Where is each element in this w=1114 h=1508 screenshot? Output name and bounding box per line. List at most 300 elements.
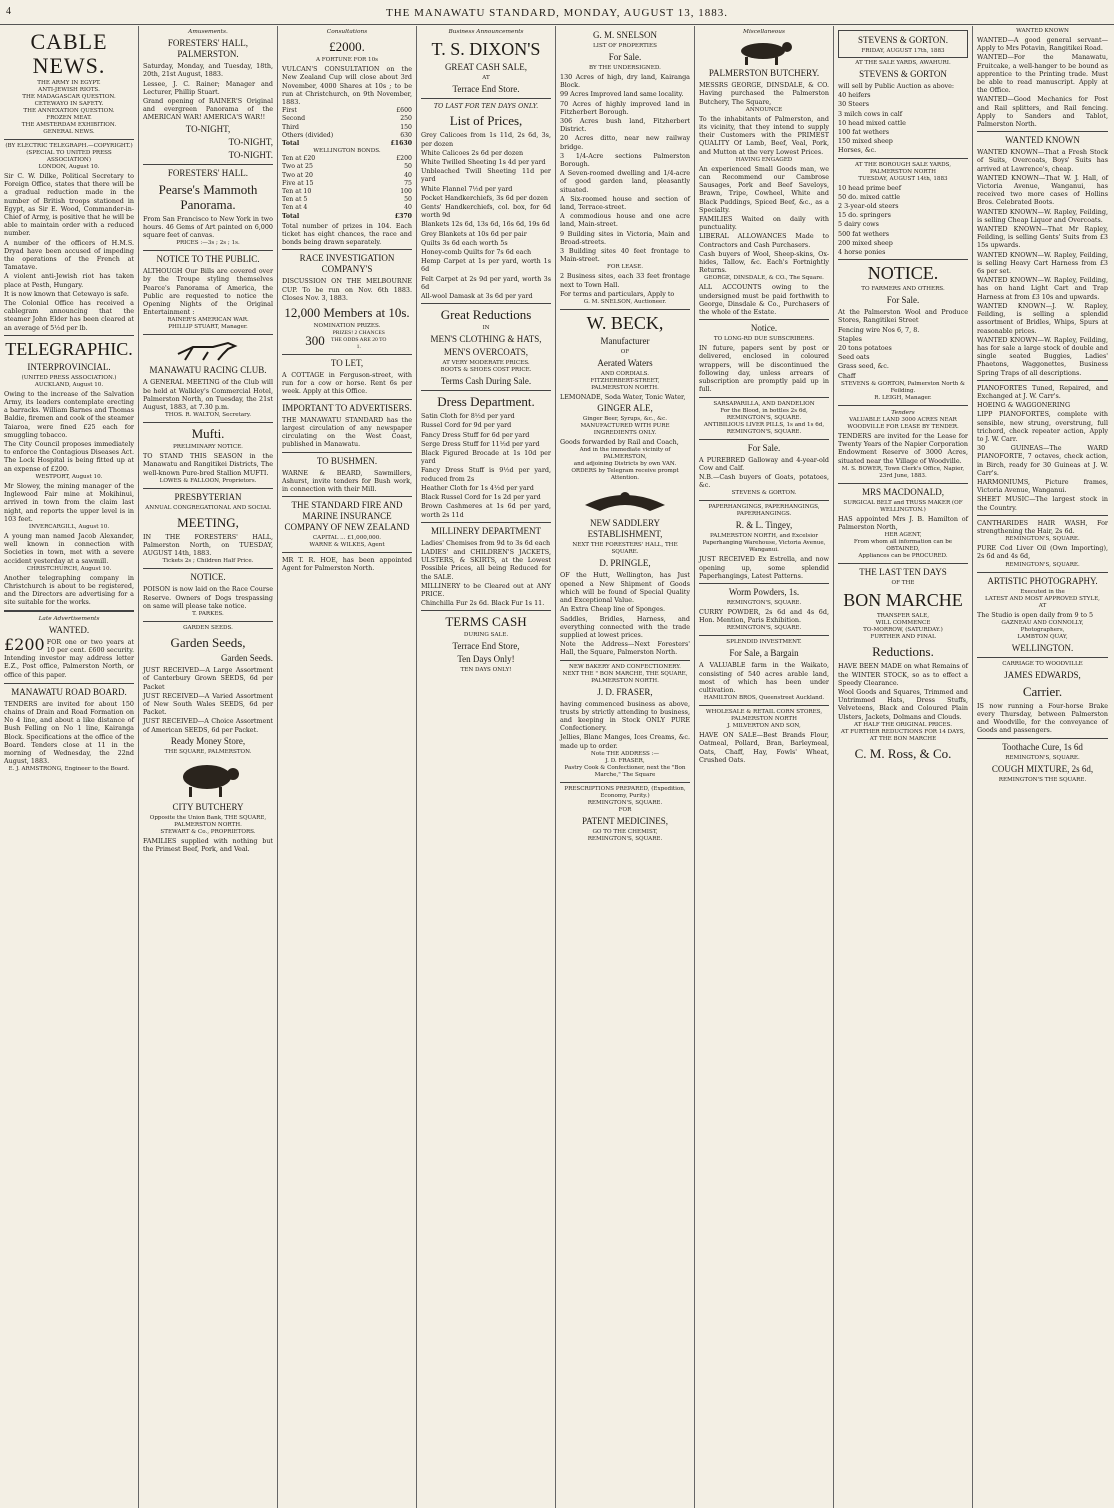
members-title: 12,000 Members at 10s. bbox=[284, 305, 410, 321]
horse-icon bbox=[173, 338, 243, 362]
notice-title: NOTICE. bbox=[190, 572, 226, 583]
leigh: R. LEIGH, Manager. bbox=[874, 394, 932, 401]
notice-sub: TO LONG-RD DUE SUBSCRIBERS. bbox=[713, 336, 815, 343]
sale-item: 15 do. springers bbox=[838, 211, 891, 220]
gd: GEORGE, DINSDALE, & CO., The Square. bbox=[704, 275, 824, 282]
bush-title: TO BUSHMEN. bbox=[316, 455, 378, 466]
presby-title: PRESBYTERIAN bbox=[174, 491, 242, 502]
pastry: Pastry Cook & Confectioner, next the "Bon Marche," The Square bbox=[564, 764, 686, 778]
property-item: 99 Acres Improved land same locality. bbox=[560, 90, 684, 99]
price-item: Gents' Handkerchiefs, col. box, for 6d worth 9d bbox=[421, 203, 551, 220]
credit: (BY ELECTRIC TELEGRAPH.—COPYRIGHT.) (SPECIAL TO UNITED PRESS ASSOCIATION) bbox=[5, 143, 133, 163]
saddle-icon bbox=[580, 485, 670, 515]
paragraph: TO STAND THIS SEASON in the Manawatu and Rangitikei Districts, The well-known Pure-bred Stallion MUFTI. bbox=[143, 452, 273, 477]
sale-item: 30 Steers bbox=[838, 100, 870, 109]
prize-row: Others (divided) 630 bbox=[282, 131, 412, 139]
valuable: VALUABLE LAND 3000 ACRES NEAR WOODVILLE FOR LEASE BY TENDER. bbox=[847, 417, 959, 431]
paragraph: An experienced Small Goods man, we can Recommend our Cambrose Sausages, Pork and Beef Saveloys, Brawn, Tripe, Cowheel, White and Black Puddings, Spiced Beef, &c., as a Specialty. bbox=[699, 164, 829, 214]
terrace2: Terrace End Store, bbox=[452, 641, 520, 652]
hall-title: FORESTERS' HALL. bbox=[167, 167, 249, 178]
butchery-sub: Opposite the Union Bank, THE SQUARE, PALMERSTON NORTH. bbox=[149, 814, 267, 828]
masthead-rule bbox=[0, 24, 1114, 25]
paragraph: will sell by Public Auction as above: bbox=[838, 82, 955, 90]
artistic: ARTISTIC PHOTOGRAPHY. bbox=[987, 575, 1098, 586]
price-item: Honey-comb Quilts for 7s 6d each bbox=[421, 248, 532, 257]
property-item: A Seven-roomed dwelling and 1/4-acre of good garden land, pleasantly situated. bbox=[560, 169, 690, 194]
manufactured: MANUFACTURED WITH PURE INGREDIENTS ONLY. bbox=[580, 423, 670, 437]
photographers: Photographers, bbox=[1020, 626, 1065, 633]
price-item: White Twilled Sheeting 1s 4d per yard bbox=[421, 158, 546, 167]
forsale: For Sale. bbox=[886, 295, 920, 306]
paragraph: SHEET MUSIC—The largest stock in the Country. bbox=[977, 495, 1108, 512]
dateline: INVERCARGILL, August 10. bbox=[28, 523, 110, 530]
milverton: J. MILVERTON AND SON, bbox=[727, 723, 801, 730]
stewart: STEWART & Co., PROPRIETORS. bbox=[160, 828, 256, 835]
rainers: RAINER'S AMERICAN WAR. bbox=[167, 317, 249, 324]
price-item: White Calicoes 2s 6d per dozen bbox=[421, 148, 524, 157]
paragraph: MR T. R. HOE, has been appointed Agent for Palmerston North. bbox=[282, 556, 412, 573]
paragraph: An Extra Cheap line of Sponges. bbox=[560, 605, 666, 614]
paragraph: DISCUSSION ON THE MELBOURNE CUP. To be run on Nov. 6th 1883. Closes Nov. 3, 1883. bbox=[282, 277, 412, 302]
paragraph: IN THE FORESTERS' HALL, Palmerston North, on TUESDAY, AUGUST 14th, 1883. bbox=[143, 532, 273, 558]
paragraph: Sir C. W. Dilke, Political Secretary to Foreign Office, states that there will be a gradual reduction made in the number of British troops stationed in Egypt, as Sir E. Wood, Commander-in-Chief of Army, is positive that he will be able to maintain order with a reduced number. bbox=[4, 172, 134, 238]
ready-title: Ready Money Store, bbox=[170, 735, 246, 746]
dress-title: Dress Department. bbox=[437, 394, 535, 410]
price-item: Grey Calicoes from 1s 11d, 2s 6d, 3s, per dozen bbox=[421, 131, 551, 148]
sale-item: 40 heifers bbox=[838, 91, 871, 100]
notice: Notice. bbox=[750, 323, 778, 334]
sale-item: 2 3-year-old steers bbox=[838, 202, 899, 211]
paragraph: Cash buyers of Wool, Sheep-skins, Ox-hides, Tallow, &c. Each's Fortnightly Returns. bbox=[699, 249, 829, 275]
terrace: Terrace End Store. bbox=[452, 84, 520, 95]
prizes-mid: PRIZES! 2 CHANCES THE ODDS ARE 20 TO 1. bbox=[331, 330, 387, 351]
masthead-title: THE MANAWATU STANDARD, MONDAY, AUGUST 13, 1883. bbox=[385, 7, 729, 19]
remingtons: REMINGTON'S, SQUARE. bbox=[1005, 536, 1080, 543]
fraser: J. D. FRASER, bbox=[597, 686, 653, 697]
paragraph: WANTED—A good general servant—Apply to Mrs Potavin, Rangitikei Road. bbox=[977, 36, 1108, 53]
bull-illustration bbox=[699, 39, 829, 65]
hall-title: FORESTERS' HALL, PALMERSTON. bbox=[167, 38, 249, 60]
tonight: TO-NIGHT, bbox=[228, 136, 273, 147]
mens: MEN'S CLOTHING & HATS, bbox=[430, 334, 542, 345]
paragraph: A young man named Jacob Alexander, well known in connection with Societies in town, met with a severe accident yesterday at a sawmill. bbox=[4, 531, 134, 565]
credit: (UNITED PRESS ASSOCIATION.) bbox=[21, 374, 117, 381]
paragraph: The Colonial Office has received a cablegram announcing that the steamer John Elder has been cleared at an average of 5½d per lb. bbox=[4, 299, 134, 332]
section-label: Amusements. bbox=[188, 29, 228, 35]
subhead: ANTI-JEWISH RIOTS. bbox=[38, 87, 100, 93]
column-6 bbox=[695, 26, 834, 1508]
friday: FRIDAY, AUGUST 17th, 1883 bbox=[861, 48, 945, 54]
dress-item: Brown Cashmeres at 1s 6d per yard, worth 2s 11d bbox=[421, 502, 551, 519]
paragraph: JUST RECEIVED Ex Estrella, and now opening up, some splendid Paperhangings, Latest Patterns. bbox=[699, 555, 829, 580]
paragraph: OF the Hutt, Wellington, has Just opened a New Shipment of Goods which will be found of Special Quality and Exceptional Value. bbox=[560, 571, 690, 605]
capital: CAPITAL ... £1,000,000. bbox=[312, 535, 382, 542]
paragraph: Owing to the increase of the Salvation Army, its leaders contemplate erecting a barracks. William Barnes and Thomas Baldie, firemen and cook of the steamer Taiaroa, were fined £25 each for smuggling tobacco. bbox=[4, 389, 134, 439]
tendays2: TEN DAYS ONLY! bbox=[460, 667, 512, 674]
lambton: LAMBTON QUAY, bbox=[1017, 633, 1068, 640]
column-1 bbox=[0, 26, 139, 1508]
road-board-title: MANAWATU ROAD BOARD. bbox=[11, 686, 127, 697]
fitz: FITZHERBERT-STREET, bbox=[590, 378, 660, 385]
property-item: A Six-roomed house and section of land, Terrace-street. bbox=[560, 194, 690, 212]
column-8 bbox=[973, 26, 1112, 1508]
bonds-table bbox=[282, 155, 412, 221]
bond-row: Two at 20 40 bbox=[282, 171, 412, 179]
tickets: Tickets 2s ; Children Half Price. bbox=[162, 558, 254, 565]
pringle: D. PRINGLE, bbox=[599, 558, 651, 569]
rem2: REMINGTON'S, SQUARE. bbox=[726, 428, 802, 435]
subhead: THE ANNEXATION QUESTION. bbox=[23, 108, 115, 114]
property-item: A commodious house and one acre land, Main-street. bbox=[560, 212, 690, 229]
sale-items bbox=[838, 91, 968, 154]
stevens2: STEVENS & GORTON bbox=[859, 69, 947, 79]
wanted-text: FOR one or two years at 10 per cent. £600 security. Intending investor may address letter E.Z., Post office, Palmerston North, or office of this paper. bbox=[4, 637, 134, 679]
property-item: 306 Acres bush land, Fitzherbert District. bbox=[560, 117, 690, 134]
column-7 bbox=[834, 26, 973, 1508]
paragraph: CANTHARIDES HAIR WASH, For strengthening the Hair, 2s 6d. bbox=[977, 518, 1108, 535]
paragraph: WANTED KNOWN—W. Rapley, Feilding, has on hand Light Cart and Trap Harness at from £3 10s and upwards. bbox=[977, 276, 1108, 301]
walton: THOS. R. WALTON, Secretary. bbox=[164, 412, 252, 419]
pearse-title: Pearse's Mammoth Panorama. bbox=[158, 181, 258, 212]
paragraph: JUST RECEIVED—A Large Assortment of Canterbury Grown SEEDS, 6d per Packet bbox=[143, 666, 273, 691]
price-item: Quilts 3s 6d each worth 5s bbox=[421, 238, 508, 247]
butchery: PALMERSTON BUTCHERY. bbox=[708, 68, 820, 79]
paragraph: 20 tons potatoes bbox=[838, 344, 892, 353]
lowes: LOWES & FALLOON, Proprietors. bbox=[159, 477, 257, 484]
last-notice: TO LAST FOR TEN DAYS ONLY. bbox=[433, 102, 539, 111]
great-reductions: Great Reductions bbox=[440, 307, 532, 323]
paragraph: THE MANAWATU STANDARD has the largest circulation of any newspaper circulating on the West Coast, published in Manawatu. bbox=[282, 415, 412, 449]
price-item: Pocket Handkerchiefs, 3s 6d per dozen bbox=[421, 193, 548, 202]
price-item: Grey Blankets at 10s 6d per pair bbox=[421, 229, 527, 238]
cough: COUGH MIXTURE, 2s 6d, bbox=[991, 763, 1094, 774]
paragraph: WANTED KNOWN—That a Fresh Stock of Suits, Overcoats, Boys' Suits has arrived at Lawrence's, cheap. bbox=[977, 148, 1108, 173]
last: THE LAST TEN DAYS bbox=[859, 567, 947, 578]
palm: PALMERSTON NORTH. bbox=[591, 385, 659, 392]
dateline: WESTPORT, August 10. bbox=[35, 473, 103, 480]
dixon-title: T. S. DIXON'S bbox=[431, 39, 541, 60]
presby-sub: ANNUAL CONGREGATIONAL AND SOCIAL bbox=[145, 504, 271, 511]
agent: HER AGENT, bbox=[884, 532, 922, 539]
saddlery-sub: NEXT THE FORESTERS' HALL, THE SQUARE. bbox=[572, 542, 678, 556]
telegraphic-title: TELEGRAPHIC. bbox=[5, 338, 133, 359]
dress-list bbox=[421, 412, 551, 518]
paragraph: 2 Business sites, each 33 feet frontage next to Town Hall. bbox=[560, 272, 690, 289]
terms: Terms Cash During Sale. bbox=[440, 376, 532, 387]
price-item: Hemp Carpet at 1s per yard, worth 1s 6d bbox=[421, 257, 551, 274]
property-item: 20 Acres ditto, near new railway bridge. bbox=[560, 134, 690, 151]
paragraph: Another telegraphing company in Christchurch is about to be registered, and the Directors are advertising for a site suitable for the works. bbox=[4, 573, 134, 607]
tomorrow: TO-MORROW, (SATURDAY.) bbox=[863, 627, 943, 634]
sign: G. M. SNELSON, Auctioneer. bbox=[583, 299, 667, 306]
section-label: Miscellaneous bbox=[743, 29, 785, 35]
horse-illustration bbox=[143, 338, 273, 362]
paragraph: FAMILIES supplied with nothing but the Primest Beef, Pork, and Veal. bbox=[143, 836, 273, 853]
sale-item: 500 fat wethers bbox=[838, 229, 890, 238]
executed: Executed in the bbox=[1020, 588, 1065, 595]
dateline: LONDON, August 10. bbox=[38, 164, 100, 170]
farmers: TO FARMERS AND OTHERS. bbox=[861, 286, 945, 293]
paragraph: Saddles, Bridles, Harness, and everything connected with the trade supplied at lowest prices. bbox=[560, 614, 690, 639]
remingtons2: REMINGTON'S, SQUARE. bbox=[1005, 561, 1080, 568]
jd: J. D. FRASER, bbox=[605, 757, 645, 764]
column-5 bbox=[556, 26, 695, 1508]
further: FURTHER AND FINAL bbox=[870, 634, 936, 641]
column-2 bbox=[139, 26, 278, 1508]
at: AT bbox=[482, 75, 490, 82]
rem4: REMINGTON'S THE SQUARE. bbox=[998, 776, 1087, 783]
paragraph: From San Francisco to New York in two hours. 46 Gems of Art painted on 6,000 square feet of canvas. bbox=[143, 214, 273, 240]
reductions: Reductions. bbox=[872, 644, 934, 660]
wilkes: WARNE & WILKES, Agent bbox=[309, 542, 385, 549]
stuart: PHILLIP STUART, Manager. bbox=[168, 324, 248, 331]
mufti-sub: PRELIMINARY NOTICE. bbox=[173, 444, 243, 451]
prize-row: Total £1630 bbox=[282, 140, 412, 148]
subhead: FROZEN MEAT. bbox=[46, 115, 92, 121]
road-board-text: TENDERS are invited for about 150 chains of Drain and Road Formation on No 4 line, and about a like distance of Bush Felling on No 1 line, Kairanga Block. Specifications at the office of the Board. Tenders close at 11 in the morning of Wednesday, the 22nd August, 1883. bbox=[4, 699, 134, 766]
paragraph: Chaff bbox=[838, 371, 856, 380]
paragraph: The Studio is open daily from 9 to 5 bbox=[977, 610, 1094, 619]
paragraph: Jellies, Blanc Manges, Ices Creams, &c. made up to order. bbox=[560, 733, 690, 750]
aerated: Aerated Waters bbox=[597, 358, 653, 369]
tuesday: TUESDAY, AUGUST 14th, 1883 bbox=[858, 175, 948, 182]
stevens: STEVENS & GORTON. bbox=[857, 35, 949, 45]
column-4 bbox=[417, 26, 556, 1508]
paragraph: WANTED KNOWN—That W. J. Hall, of Victoria Avenue, Wanganui, has received two more cases of Hollins Bros. Celebrated Boots. bbox=[977, 173, 1108, 207]
paragraph: Fencing wire Nos 6, 7, 8. bbox=[838, 325, 920, 334]
paragraph: A COTTAGE in Ferguson-street, with run for a cow or horse. Rent 6s per week. Apply at this Office. bbox=[282, 371, 412, 396]
wanted1: WANTED KNOWN bbox=[1016, 28, 1069, 34]
paragraph: WARNE & BEARD, Sawmillers, Ashurst, invite tenders for Bush work, in connection with their Mill. bbox=[282, 468, 412, 493]
mufti-title: Mufti. bbox=[191, 426, 225, 442]
address: Note THE ADDRESS :— bbox=[590, 750, 660, 757]
paragraph: A PUREBRED Galloway and 4-year-old Cow and Calf. bbox=[699, 455, 829, 472]
paragraph: Ladies' Chemises from 9d to 3s 6d each bbox=[421, 538, 551, 547]
at-bon: AT THE BON MARCHE bbox=[869, 735, 937, 742]
subhead: CETEWAYO IN SAFETY. bbox=[34, 101, 104, 107]
butchery-title: CITY BUTCHERY bbox=[172, 801, 244, 812]
tonight: TO-NIGHT. bbox=[228, 149, 273, 160]
orders: ORDERS by Telegram receive prompt Attention. bbox=[571, 468, 679, 482]
appliances: Appliances can be PROCURED. bbox=[858, 553, 948, 560]
paragraph: HAVE BEEN MADE on what Remains of the WINTER STOCK, so as to effect a Speedy Clearance. bbox=[838, 662, 968, 687]
dress-item: Russel Cord for 9d per yard bbox=[421, 421, 512, 430]
patent: PATENT MEDICINES, bbox=[581, 815, 668, 826]
rem4: REMINGTON'S, SQUARE. bbox=[726, 625, 802, 632]
paragraph: Goods forwarded by Rail and Coach, bbox=[560, 438, 679, 447]
paragraph: TENDERS are invited for the Lease for Twenty Years of the Napier Corporation Endowment Reserve of 3000 Acres, situated near the Village of Woodville. bbox=[838, 432, 968, 465]
paragraph: The City Council proposes immediately to enforce the Contagious Diseases Act. The Lock Hospital is being fitted up at an expense of £200. bbox=[4, 440, 134, 473]
property-item: 9 Building sites in Victoria, Main and Broad-streets. bbox=[560, 229, 690, 246]
sale-item: 10 head mixed cattle bbox=[838, 118, 906, 127]
paragraph: VULCAN'S CONSULTATION on the New Zealand Cup will close about 3rd November, 4000 Shares at 10s ; to be run at Christchurch, on 9th November, 1883. bbox=[282, 65, 412, 107]
late-ads-label: Late Advertisements bbox=[38, 615, 100, 622]
paragraph: A VALUABLE farm in the Waikato, consisting of 540 acres arable land, most of which has been under cultivation. bbox=[699, 661, 829, 694]
cable-news-title: CABLE NEWS. bbox=[30, 29, 108, 78]
paragraph: WANTED—For the Manawatu, Fruitcake, a well-hanger to be bound as apprentice to the Printing trade. Must be able to read manuscript. Apply at the Office. bbox=[977, 53, 1108, 95]
price-item: Felt Carpet at 2s 9d per yard, worth 3s 6d bbox=[421, 274, 551, 291]
paragraph: JUST RECEIVED—A Varied Assortment of New South Wales SEEDS, 6d per Packet. bbox=[143, 691, 273, 717]
adjoin: and adjoining Districts by own VAN. bbox=[573, 461, 677, 468]
of: OF THE bbox=[891, 580, 915, 587]
gazneau: GAZNEAU AND CONNOLLY, bbox=[1001, 619, 1084, 626]
wellington: WELLINGTON. bbox=[1011, 642, 1074, 653]
paragraph: having commenced business as above, trusts by strictly attending to business, and keeping in Stock ONLY PURE Confectionery. bbox=[560, 699, 690, 733]
paragraph: A violent anti-Jewish riot has taken place at Pesth, Hungary. bbox=[4, 272, 134, 289]
notice: NOTICE. bbox=[867, 263, 939, 284]
dateline: AUCKLAND, August 10. bbox=[34, 381, 104, 388]
section-label: Consultations bbox=[326, 29, 368, 35]
paragraph: Saturday, Monday, and Tuesday, 18th, 20th, 21st August, 1883. bbox=[143, 62, 273, 79]
bakery-sub: NEXT THE " BON MARCHE, THE SQUARE, PALMERSTON NORTH. bbox=[562, 670, 688, 684]
macdonald: MRS MACDONALD, bbox=[861, 486, 944, 497]
bonmarche: BON MARCHE bbox=[843, 590, 963, 611]
rx: PRESCRIPTIONS PREPARED, (Expedition, Economy, Purity.) bbox=[564, 785, 686, 799]
fortune: A FORTUNE FOR 10s bbox=[315, 57, 379, 64]
race-title: RACE INVESTIGATION COMPANY'S bbox=[299, 253, 395, 275]
millinery-title: MILLINERY DEPARTMENT bbox=[430, 525, 542, 536]
column-3 bbox=[278, 26, 417, 1508]
imp-title: IMPORTANT TO ADVERTISERS. bbox=[282, 402, 412, 413]
paragraph: MESSRS GEORGE, DINSDALE, & CO. Having purchased the Palmerston Butchery, The Square, bbox=[699, 81, 829, 106]
carrier: Carrier. bbox=[1022, 683, 1063, 699]
sale-item: 4 horse ponies bbox=[838, 248, 886, 257]
sale-items2 bbox=[838, 184, 968, 257]
paragraph: Wool Goods and Squares, Trimmed and Untrimmed Hats, Dress Stuffs, Velveteens, Black and Coloured Plain Ulsters, Jackets, Dolmans and Clouds. bbox=[838, 687, 968, 721]
subhead: THE AMSTERDAM EXHIBITION. bbox=[21, 122, 117, 128]
paragraph: WANTED KNOWN—J. W. Rapley, Feilding, is selling a splendid assortment of Bridles, Whips, Spurs at reasonable prices. bbox=[977, 301, 1108, 335]
bowen: M. S. BOWER, Town Clerk's Office, Napier, 23rd June, 1883. bbox=[841, 465, 965, 479]
racing-title: MANAWATU RACING CLUB. bbox=[149, 365, 267, 376]
dress-item: Fancy Dress Stuff for 6d per yard bbox=[421, 430, 530, 439]
during: DURING SALE. bbox=[463, 632, 509, 639]
tingey: R. & L. Tingey, bbox=[735, 520, 793, 531]
rem3: REMINGTON'S, SQUARE. bbox=[1005, 754, 1080, 761]
boots: BOOTS & SHOES COST PRICE. bbox=[440, 367, 532, 374]
for: FOR bbox=[618, 806, 632, 813]
garden-sec: GARDEN SEEDS. bbox=[183, 625, 233, 632]
saddle-illustration bbox=[560, 485, 690, 515]
termscash: TERMS CASH bbox=[445, 614, 527, 630]
paragraph: To the inhabitants of Palmerston, and its vicinity, that they intend to supply their Customers with the PRIMEST QUALITY Of Lamb, Beef, Veal, Pork, and Mutton at the very Lowest Prices. bbox=[699, 114, 829, 156]
and: And in the immediate vicinity of PALMERSTON, bbox=[579, 447, 671, 461]
paragraph: LIPP PIANOFORTES, complete with sensible, new strung, overstrung, full trichord, check repeater action, Apply to J. W. Carr. bbox=[977, 410, 1108, 443]
moderate: AT VERY MODERATE PRICES. bbox=[442, 360, 530, 367]
paragraph: WANTED—Good Mechanics for Post and Rail splitters, and Rail fencing. Apply to Sanders and Tablot, Palmerston North. bbox=[977, 95, 1108, 129]
having: HAVING ENGAGED bbox=[735, 156, 793, 163]
paragraph: A GENERAL MEETING of the Club will be held at Walkley's Commercial Hotel, Palmerston North, on Tuesday, the 21st August, 1883, at 7.30 p.m. bbox=[143, 378, 273, 412]
paragraph: LADIES' and CHILDREN'S JACKETS, ULSTERS, & SKIRTS, at the Lowest Possible Prices, all being Reduced for the SALE. bbox=[421, 547, 551, 581]
sarsa-sub: For the Blood, in bottles 2s 6d, bbox=[720, 407, 808, 414]
rem: REMINGTON'S, SQUARE. bbox=[726, 414, 802, 421]
list: LIST OF PROPERTIES bbox=[593, 43, 657, 49]
bond-row: Ten at 10 100 bbox=[282, 188, 412, 196]
cable-subheads bbox=[4, 80, 134, 136]
nomination: NOMINATION PRIZES. bbox=[313, 323, 381, 330]
wanted-amount: £200 bbox=[4, 634, 45, 654]
bond-row: Ten at 4 40 bbox=[282, 204, 412, 212]
paragraph: Note the Address—Next Foresters' Hall, the Square, Palmerston North. bbox=[560, 640, 690, 657]
toothache: Toothache Cure, 1s 6d bbox=[1002, 741, 1083, 752]
paragraph: IS now running a Four-horse Brake every Thursday, between Palmerston and Woodville, for the conveyance of Goods and passengers. bbox=[977, 701, 1108, 735]
paragraph: Grand opening of RAINER'S Original and evergreen Panorama of the AMERICAN WAR! AMERICA'S WAR!! bbox=[143, 97, 273, 122]
paragraph: WANTED KNOWN—W. Rapley, Feilding, is selling Cheap Liquor and Overcoats. bbox=[977, 207, 1108, 224]
sale-title: GREAT CASH SALE, bbox=[444, 62, 528, 73]
dress-item: Fancy Dress Stuff is 9½d per yard, reduced from 2s bbox=[421, 466, 551, 483]
wholesale: WHOLESALE & RETAIL CORN STORES, bbox=[705, 709, 823, 716]
property-item: 3 Building sites 40 feet frontage to Main-street. bbox=[560, 247, 690, 264]
paragraph: PIANOFORTES Tuned, Repaired, and Exchanged at J. W. Carr's. bbox=[977, 383, 1108, 400]
paragraph: LIBERAL ALLOWANCES Made to Contractors and Cash Purchasers. bbox=[699, 232, 829, 249]
wanted-heading: WANTED. bbox=[48, 624, 90, 635]
go: GO TO THE CHEMIST, bbox=[592, 828, 658, 835]
subhead: THE ARMY IN EGYPT. bbox=[37, 80, 101, 86]
bond-row: Total £370 bbox=[282, 212, 412, 220]
paragraph: A number of the officers of H.M.S. Dryad have been accused of impeding the operations of the French at Tamatave. bbox=[4, 238, 134, 272]
paragraph: PURE Cod Liver Oil (Own Importing), 2s 6d and 4s 6d, bbox=[977, 544, 1108, 561]
tenders-label: Tenders bbox=[891, 409, 915, 416]
splendid: SPLENDID INVESTMENT. bbox=[726, 639, 802, 646]
sheep-illustration bbox=[143, 759, 273, 799]
let-title: TO LET, bbox=[330, 358, 364, 369]
paragraph: WANTED KNOWN—That Mr Rapley, Feilding, is selling Gents' Suits from £3 15s upwards. bbox=[977, 225, 1108, 250]
bonds-title: WELLINGTON BONDS. bbox=[313, 148, 381, 155]
transfer: TRANSFER SALE, bbox=[876, 613, 930, 620]
sale-item: 150 mixed sheep bbox=[838, 137, 893, 146]
property-item: 3 1/4-Acre sections Palmerston Borough. bbox=[560, 151, 690, 169]
sale-item: Horses, &c. bbox=[838, 146, 877, 155]
paragraph: MILLINERY to be Cleared out at ANY PRICE. bbox=[421, 581, 551, 598]
edwards: JAMES EDWARDS, bbox=[1004, 669, 1081, 680]
overcoats: MEN'S OVERCOATS, bbox=[443, 347, 529, 358]
sale-item: 50 do. mixed cattle bbox=[838, 192, 901, 201]
sheep-icon bbox=[173, 759, 243, 799]
bargain: For Sale, a Bargain bbox=[729, 648, 799, 659]
parkes: T. PARKES. bbox=[192, 611, 224, 618]
sarsa: SARSAPARILLA, AND DANDELION bbox=[713, 400, 815, 407]
dress-item: Black Figured Brocade at 1s 10d per yard bbox=[421, 449, 551, 466]
paragraph: ALL ACCOUNTS owing to the undersigned must be paid forthwith to George, Dinsdale & Co., Purchasers of the whole of the Estate. bbox=[699, 283, 829, 317]
of: OF bbox=[620, 349, 630, 356]
ginger: GINGER ALE, bbox=[597, 403, 653, 414]
manufacturer: Manufacturer bbox=[600, 336, 650, 347]
antib: ANTIBILIOUS LIVER PILLS, 1s and 1s 6d, bbox=[703, 421, 825, 428]
paragraph: For terms and particulars, Apply to bbox=[560, 289, 675, 298]
price-item: White Flannel 7½d per yard bbox=[421, 184, 513, 193]
list-title: List of Prices, bbox=[449, 113, 523, 129]
subhead: GENERAL NEWS. bbox=[43, 129, 95, 135]
bond-row: Two at 25 50 bbox=[282, 163, 412, 171]
tingey-sub: PALMERSTON NORTH, and Excelsior Paperhanging Warehouse, Victoria Avenue, Wanganui. bbox=[702, 533, 826, 554]
paragraph: At the Palmerston Wool and Produce Stores, Rangitikei Street bbox=[838, 308, 968, 325]
paragraph: JUST RECEIVED—A Choice Assortment of American SEEDS, 6d per Packet. bbox=[143, 717, 273, 734]
hamilton: HAMILTON BROS, Queenstreet Auckland. bbox=[703, 695, 825, 702]
stevens-box bbox=[838, 30, 968, 58]
bond-row: Five at 15 75 bbox=[282, 179, 412, 187]
road-board-sign: E. J. ARMSTRONG, Engineer to the Board. bbox=[8, 766, 130, 773]
prices: PRICES :—3s ; 2s ; 1s. bbox=[176, 240, 240, 247]
rem3: REMINGTON'S, SQUARE. bbox=[726, 599, 802, 606]
columns bbox=[0, 26, 1114, 1508]
dateline: CHRISTCHURCH, August 10. bbox=[26, 565, 112, 572]
standard-title: THE STANDARD FIRE AND MARINE INSURANCE COMPANY OF NEW ZEALAND bbox=[284, 500, 410, 533]
ready-sub: THE SQUARE, PALMERSTON. bbox=[164, 748, 252, 755]
paragraph: Total number of prizes in 104. Each ticket has eight chances, the race and bonds being drawn separately. bbox=[282, 221, 412, 247]
paper: PAPERHANGINGS, PAPERHANGINGS, PAPERHANGINGS. bbox=[708, 504, 820, 518]
sale-item: 100 fat wethers bbox=[838, 128, 890, 137]
prize-row: Third 150 bbox=[282, 123, 412, 131]
paragraph: WANTED KNOWN—W. Rapley, Feilding, has for sale a large stock of double and single seated Buggies, Ladies' Phaetons, Waggonettes, Business Spring Traps of all descriptions. bbox=[977, 335, 1108, 377]
